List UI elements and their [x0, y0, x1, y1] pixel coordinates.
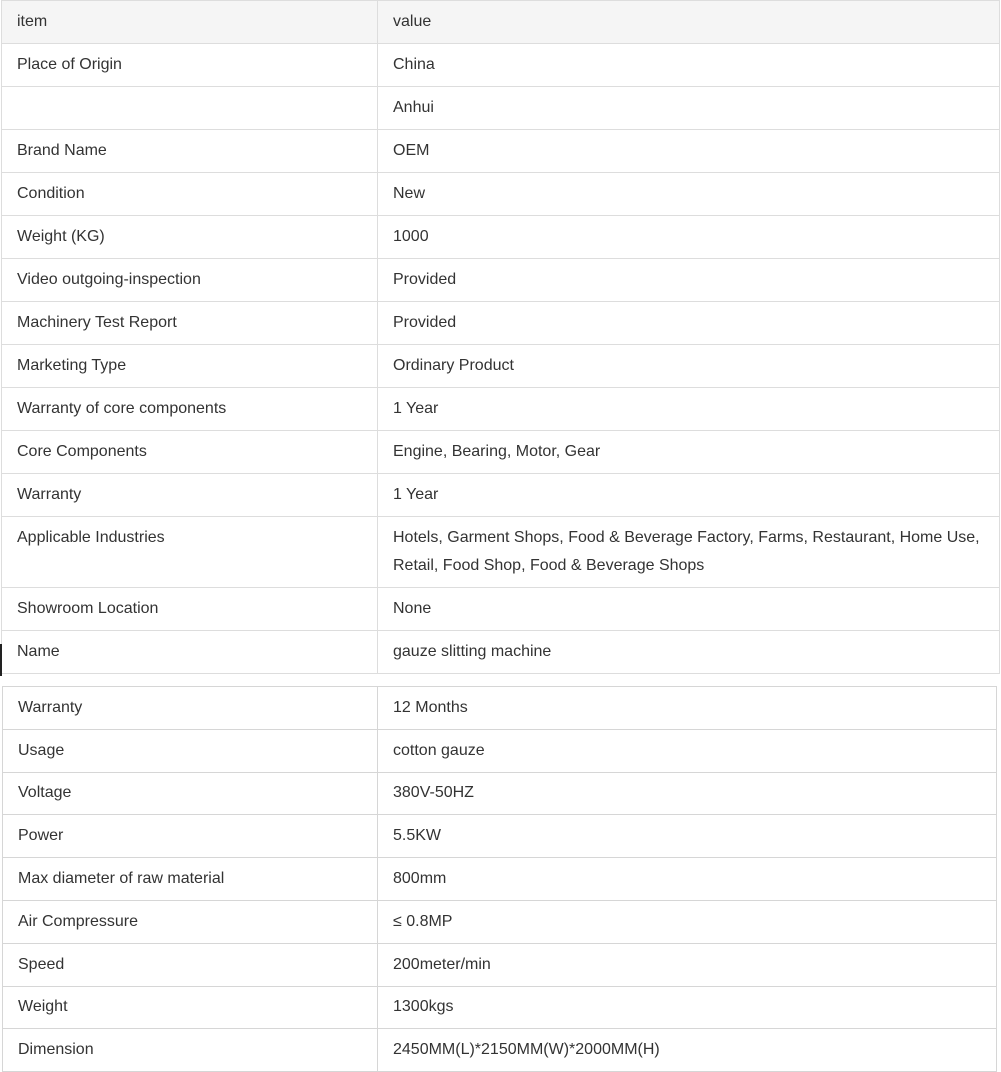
table-row	[3, 1029, 997, 1072]
value-cell: 12 Months	[378, 687, 997, 730]
value-cell: Provided	[378, 302, 1000, 345]
item-cell: Usage	[3, 729, 378, 772]
value-cell: 1 Year	[378, 388, 1000, 431]
header-value-cell: value	[378, 1, 1000, 44]
item-cell: Speed	[3, 943, 378, 986]
value-cell: New	[378, 173, 1000, 216]
table-row	[2, 631, 1000, 674]
item-cell: Machinery Test Report	[2, 302, 378, 345]
value-cell: Anhui	[378, 87, 1000, 130]
item-cell: Condition	[2, 173, 378, 216]
value-cell: 380V-50HZ	[378, 772, 997, 815]
item-cell: Warranty of core components	[2, 388, 378, 431]
table-row	[3, 900, 997, 943]
table-row	[2, 388, 1000, 431]
value-cell: 1000	[378, 216, 1000, 259]
item-cell: Voltage	[3, 772, 378, 815]
value-cell: 1300kgs	[378, 986, 997, 1029]
table-row	[2, 431, 1000, 474]
table-row	[3, 729, 997, 772]
value-cell: 800mm	[378, 858, 997, 901]
specifications-table	[2, 686, 997, 1072]
text-cursor-marker	[0, 644, 2, 676]
item-cell: Air Compressure	[3, 900, 378, 943]
item-cell: Showroom Location	[2, 588, 378, 631]
table-row	[2, 517, 1000, 588]
table-header-row	[2, 1, 1000, 44]
item-cell: Core Components	[2, 431, 378, 474]
table-row	[3, 986, 997, 1029]
item-cell: Max diameter of raw material	[3, 858, 378, 901]
value-cell: China	[378, 44, 1000, 87]
item-cell: Marketing Type	[2, 345, 378, 388]
value-cell: Hotels, Garment Shops, Food & Beverage Factory, Farms, Restaurant, Home Use, Retail, Food Shop, Food & Beverage Shops	[378, 517, 1000, 588]
value-cell: 200meter/min	[378, 943, 997, 986]
table-row	[2, 259, 1000, 302]
value-cell: gauze slitting machine	[378, 631, 1000, 674]
table-row	[2, 302, 1000, 345]
item-cell: Dimension	[3, 1029, 378, 1072]
value-cell: Engine, Bearing, Motor, Gear	[378, 431, 1000, 474]
value-cell: 2450MM(L)*2150MM(W)*2000MM(H)	[378, 1029, 997, 1072]
item-cell: Warranty	[2, 474, 378, 517]
table-row	[2, 216, 1000, 259]
table-row	[2, 474, 1000, 517]
item-cell: Power	[3, 815, 378, 858]
table-row	[2, 173, 1000, 216]
item-cell	[2, 87, 378, 130]
value-cell: 5.5KW	[378, 815, 997, 858]
table-row	[2, 44, 1000, 87]
item-cell: Place of Origin	[2, 44, 378, 87]
table-row	[3, 815, 997, 858]
table-row	[3, 772, 997, 815]
value-cell: 1 Year	[378, 474, 1000, 517]
table-row	[2, 87, 1000, 130]
attributes-table	[1, 0, 1000, 674]
item-cell: Weight (KG)	[2, 216, 378, 259]
value-cell: cotton gauze	[378, 729, 997, 772]
table-row	[3, 687, 997, 730]
value-cell: Ordinary Product	[378, 345, 1000, 388]
table-row	[2, 345, 1000, 388]
item-cell: Brand Name	[2, 130, 378, 173]
item-cell: Video outgoing-inspection	[2, 259, 378, 302]
value-cell: Provided	[378, 259, 1000, 302]
item-cell: Warranty	[3, 687, 378, 730]
item-cell: Weight	[3, 986, 378, 1029]
table-row	[2, 130, 1000, 173]
value-cell: None	[378, 588, 1000, 631]
item-cell: Name	[2, 631, 378, 674]
header-item-cell: item	[2, 1, 378, 44]
table-row	[3, 858, 997, 901]
value-cell: ≤ 0.8MP	[378, 900, 997, 943]
value-cell: OEM	[378, 130, 1000, 173]
item-cell: Applicable Industries	[2, 517, 378, 588]
table-row	[2, 588, 1000, 631]
table-row	[3, 943, 997, 986]
